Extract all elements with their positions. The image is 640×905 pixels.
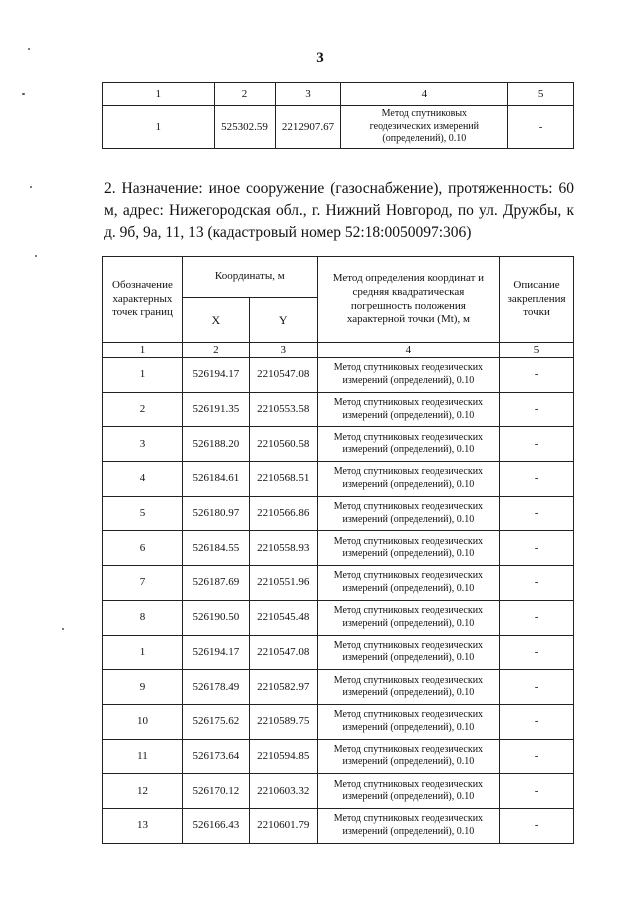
- coordinates-table-1: [102, 82, 574, 149]
- point-number: 5: [103, 496, 183, 531]
- purpose-paragraph: 2. Назначение: иное сооружение (газоснабжение), протяженность: 60 м, адрес: Нижегородская обл., г. Нижний Новгород, по ул. Дружбы, к д. 9б, 9а, 11, 13 (кадастровый номер 52:18:0050097:306): [104, 180, 574, 241]
- table-row: [103, 496, 574, 531]
- method-cell: Метод спутниковых геодезических измерений (определений), 0.10: [317, 739, 499, 774]
- table1-col-2: 2: [214, 83, 275, 106]
- coord-y: 2210558.93: [249, 531, 317, 566]
- point-number: 6: [103, 531, 183, 566]
- table-row: [103, 600, 574, 635]
- description-cell: -: [500, 635, 574, 670]
- coordinates-table-2: [102, 256, 574, 844]
- table-row: [103, 566, 574, 601]
- coord-x: 526194.17: [182, 358, 249, 393]
- coord-x: 526190.50: [182, 600, 249, 635]
- scan-speck: [35, 255, 37, 257]
- table2-body: [103, 358, 574, 844]
- coord-y: 2210547.08: [249, 635, 317, 670]
- coord-x: 526175.62: [182, 704, 249, 739]
- scan-speck: [62, 628, 64, 630]
- header-method: Метод определения координат и средняя квадратическая погрешность положения характерной точки (Mt), м: [317, 257, 499, 343]
- method-cell: Метод спутниковых геодезических измерений (определений), 0.10: [341, 106, 508, 149]
- description-cell: -: [500, 496, 574, 531]
- coord-y: 2210547.08: [249, 358, 317, 393]
- table2-index-row: [103, 343, 574, 358]
- table-row: [103, 392, 574, 427]
- table2-col-1: 1: [103, 343, 183, 358]
- header-y: Y: [249, 298, 317, 343]
- table-row: [103, 358, 574, 393]
- method-cell: Метод спутниковых геодезических измерений (определений), 0.10: [317, 774, 499, 809]
- coord-x: 526184.55: [182, 531, 249, 566]
- point-number: 2: [103, 392, 183, 427]
- table1-col-1: 1: [103, 83, 215, 106]
- header-points: Обозначение характерных точек границ: [103, 257, 183, 343]
- coord-x: 526166.43: [182, 808, 249, 843]
- description-cell: -: [500, 566, 574, 601]
- coord-x: 526187.69: [182, 566, 249, 601]
- table2-col-2: 2: [182, 343, 249, 358]
- table-row: [103, 774, 574, 809]
- point-number: 4: [103, 462, 183, 497]
- method-cell: Метод спутниковых геодезических измерений (определений), 0.10: [317, 531, 499, 566]
- point-number: 8: [103, 600, 183, 635]
- description-cell: -: [500, 704, 574, 739]
- method-cell: Метод спутниковых геодезических измерений (определений), 0.10: [317, 462, 499, 497]
- point-number: 12: [103, 774, 183, 809]
- description-cell: -: [508, 106, 574, 149]
- coord-y: 2210603.32: [249, 774, 317, 809]
- description-cell: -: [500, 774, 574, 809]
- description-cell: -: [500, 358, 574, 393]
- method-cell: Метод спутниковых геодезических измерений (определений), 0.10: [317, 496, 499, 531]
- coord-y: 2210551.96: [249, 566, 317, 601]
- coord-x: 526178.49: [182, 670, 249, 705]
- method-cell: Метод спутниковых геодезических измерений (определений), 0.10: [317, 600, 499, 635]
- coord-y: 2210560.58: [249, 427, 317, 462]
- description-cell: -: [500, 462, 574, 497]
- method-cell: Метод спутниковых геодезических измерений (определений), 0.10: [317, 566, 499, 601]
- method-cell: Метод спутниковых геодезических измерений (определений), 0.10: [317, 704, 499, 739]
- method-cell: Метод спутниковых геодезических измерений (определений), 0.10: [317, 670, 499, 705]
- point-number: 10: [103, 704, 183, 739]
- page-number: 3: [316, 50, 324, 66]
- coord-x: 526184.61: [182, 462, 249, 497]
- table-row: [103, 427, 574, 462]
- coord-y: 2212907.67: [275, 106, 341, 149]
- description-cell: -: [500, 600, 574, 635]
- table2-col-3: 3: [249, 343, 317, 358]
- table-row: [103, 739, 574, 774]
- point-number: 7: [103, 566, 183, 601]
- coord-y: 2210568.51: [249, 462, 317, 497]
- coord-x: 526170.12: [182, 774, 249, 809]
- method-cell: Метод спутниковых геодезических измерений (определений), 0.10: [317, 808, 499, 843]
- point-number: 9: [103, 670, 183, 705]
- coord-x: 526194.17: [182, 635, 249, 670]
- header-x: X: [182, 298, 249, 343]
- table1-row: [103, 106, 574, 149]
- table1-col-3: 3: [275, 83, 341, 106]
- description-cell: -: [500, 808, 574, 843]
- description-cell: -: [500, 392, 574, 427]
- method-cell: Метод спутниковых геодезических измерений (определений), 0.10: [317, 427, 499, 462]
- coord-y: 2210545.48: [249, 600, 317, 635]
- description-cell: -: [500, 739, 574, 774]
- point-number: 13: [103, 808, 183, 843]
- table2-header-row: [103, 257, 574, 298]
- point-number: 1: [103, 358, 183, 393]
- coord-y: 2210589.75: [249, 704, 317, 739]
- coord-x: 525302.59: [214, 106, 275, 149]
- description-cell: -: [500, 531, 574, 566]
- coord-y: 2210594.85: [249, 739, 317, 774]
- description-cell: -: [500, 427, 574, 462]
- coord-x: 526188.20: [182, 427, 249, 462]
- point-number: 1: [103, 106, 215, 149]
- table-row: [103, 808, 574, 843]
- coord-x: 526173.64: [182, 739, 249, 774]
- scan-speck: [22, 93, 25, 95]
- method-cell: Метод спутниковых геодезических измерений (определений), 0.10: [317, 635, 499, 670]
- coord-y: 2210601.79: [249, 808, 317, 843]
- coord-x: 526180.97: [182, 496, 249, 531]
- coord-y: 2210553.58: [249, 392, 317, 427]
- point-number: 3: [103, 427, 183, 462]
- coord-y: 2210566.86: [249, 496, 317, 531]
- description-cell: -: [500, 670, 574, 705]
- coord-x: 526191.35: [182, 392, 249, 427]
- point-number: 11: [103, 739, 183, 774]
- table-row: [103, 635, 574, 670]
- table2-col-5: 5: [500, 343, 574, 358]
- table1-col-4: 4: [341, 83, 508, 106]
- table-row: [103, 670, 574, 705]
- method-cell: Метод спутниковых геодезических измерений (определений), 0.10: [317, 358, 499, 393]
- table-row: [103, 704, 574, 739]
- table2-col-4: 4: [317, 343, 499, 358]
- table-row: [103, 462, 574, 497]
- header-coords: Координаты, м: [182, 257, 317, 298]
- table1-index-row: [103, 83, 574, 106]
- point-number: 1: [103, 635, 183, 670]
- scan-speck: [28, 48, 30, 50]
- header-description: Описание закрепления точки: [500, 257, 574, 343]
- table-row: [103, 531, 574, 566]
- table1-col-5: 5: [508, 83, 574, 106]
- coord-y: 2210582.97: [249, 670, 317, 705]
- method-cell: Метод спутниковых геодезических измерений (определений), 0.10: [317, 392, 499, 427]
- scan-speck: [30, 186, 32, 188]
